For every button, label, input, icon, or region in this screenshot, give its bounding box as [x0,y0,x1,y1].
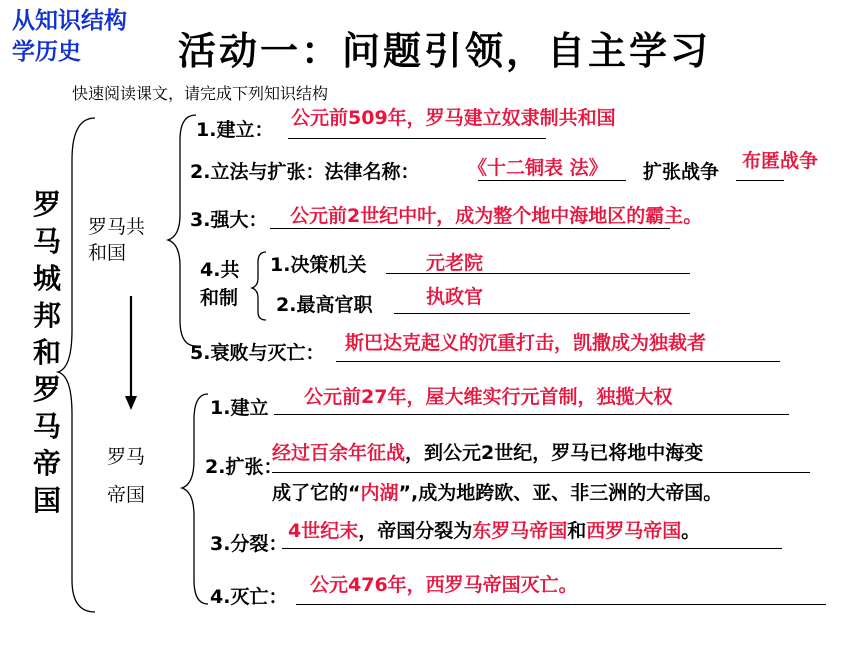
empire-split-blank [282,548,782,549]
republic-war-blank [736,180,784,181]
empire-fall-blank [296,604,826,605]
empire-split-red2: 东罗马帝国 [472,520,568,542]
outer-brace [58,118,95,612]
empire-founding-blank [274,414,789,415]
republic-system-label-line1: 4.共 [200,259,240,281]
republic-office-label: 2.最高官职 [276,294,373,316]
instruction-text: 快速阅读课文，请完成下列知识结构 [72,84,329,103]
empire-expansion-line2-b: ”,成为地跨欧、亚、非三洲的大帝国。 [398,482,723,504]
empire-brace [182,394,208,604]
empire-split-red3: 西罗马帝国 [586,520,682,542]
republic-power-answer: 公元前2世纪中叶，成为整个地中海地区的霸主。 [290,205,703,227]
system-brace [252,252,266,320]
republic-war-answer: 布匿战争 [742,150,819,172]
empire-expansion-answer-rest: ，到公元2世纪，罗马已将地中海变 [405,442,704,464]
empire-label-line1: 罗马 [107,446,146,468]
republic-law-answer: 《十二铜表 法》 [468,157,608,179]
republic-label [88,214,145,266]
republic-system-label [200,256,239,312]
republic-power-blank [270,228,670,229]
republic-law-label: 2.立法与扩张：法律名称： [190,161,420,183]
republic-office-blank [394,313,690,314]
empire-label [107,438,145,514]
corner-label-line1: 从知识结构 [12,8,127,34]
empire-founding-answer: 公元前27年，屋大维实行元首制，独揽大权 [304,386,673,408]
republic-law-blank [478,180,626,181]
empire-split-answer [288,516,700,543]
empire-expansion-answer [272,438,703,465]
empire-split-text1: ，帝国分裂为 [358,520,473,542]
republic-decline-label: 5.衰败与灭亡： [190,342,325,364]
republic-office-answer: 执政官 [426,286,484,308]
empire-expansion-label: 2.扩张： [205,456,283,478]
republic-label-line2: 和国 [88,242,127,264]
empire-split-red1: 4世纪末 [288,520,359,542]
empire-expansion-answer-line2 [272,478,722,505]
republic-org-answer: 元老院 [426,252,484,274]
republic-power-label: 3.强大： [190,209,268,231]
republic-decline-answer: 斯巴达克起义的沉重打击，凯撒成为独裁者 [345,332,707,354]
republic-war-label: 扩张战争 [643,161,720,183]
republic-label-line1: 罗马共 [88,216,146,238]
empire-founding-label: 1.建立 [210,397,269,419]
empire-fall-answer: 公元476年，西罗马帝国灭亡。 [310,574,578,596]
republic-founding-label: 1.建立： [196,119,274,141]
corner-label-line2: 学历史 [12,39,81,65]
republic-decline-blank [336,361,780,362]
empire-expansion-answer-red: 经过百余年征战 [272,442,406,464]
empire-split-text2: 和 [567,520,587,542]
main-topic: 罗马城邦和罗马帝国 [32,188,61,517]
empire-label-line2: 帝国 [107,484,146,506]
arrow-head [125,396,137,410]
empire-split-text3: 。 [681,520,701,542]
empire-expansion-line2-a: 成了它的“ [272,482,361,504]
empire-expansion-blank [272,472,810,473]
empire-expansion-line2-red: 内湖 [360,482,399,504]
republic-founding-answer: 公元前509年，罗马建立奴隶制共和国 [291,107,616,129]
page-title: 活动一：问题引领，自主学习 [178,29,712,73]
republic-founding-blank [288,138,546,139]
empire-split-label: 3.分裂： [210,533,288,555]
republic-org-label: 1.决策机关 [270,254,367,276]
republic-system-label-line2: 和制 [200,287,239,309]
empire-fall-label: 4.灭亡： [210,586,288,608]
